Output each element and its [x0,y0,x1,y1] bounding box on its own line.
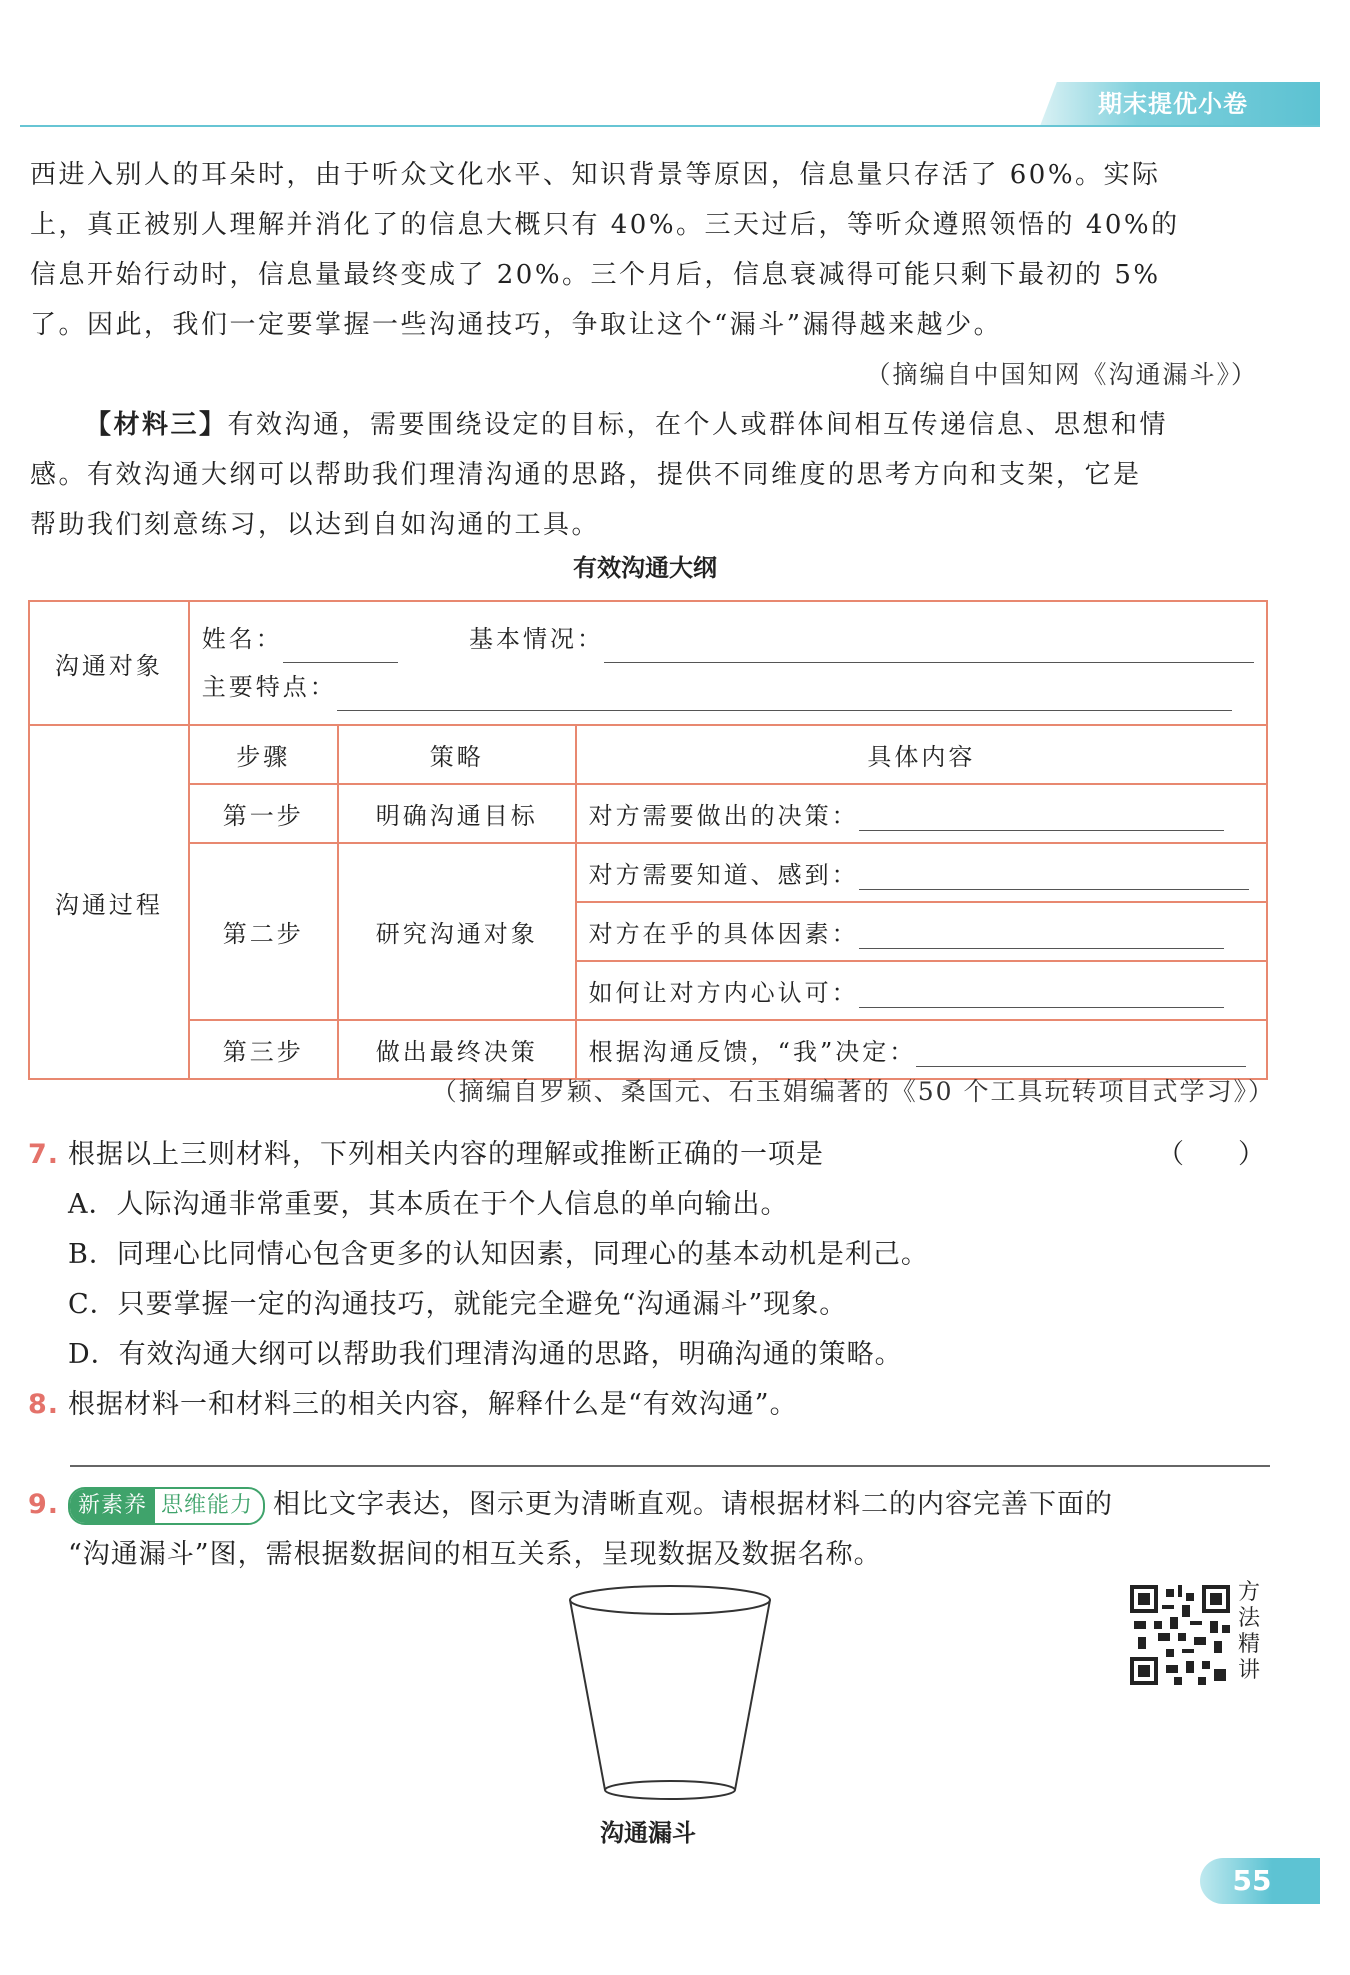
q9-badge-skill: 思维能力 [161,1492,254,1518]
step1-blank[interactable] [859,806,1224,831]
step2-content-cell [576,843,1267,902]
step2-content-cell [576,961,1267,1020]
process-label: 沟通过程 [29,725,189,1079]
table-row [29,843,1267,902]
header-step: 步骤 [189,725,338,784]
step2-strategy: 研究沟通对象 [338,843,576,1020]
funnel-right-edge [735,1600,770,1790]
basic-blank[interactable] [604,638,1254,663]
funnel-top-rim [570,1586,770,1614]
step3-content: 根据沟通反馈，“我”决定： [588,1038,917,1066]
funnel-left-edge [570,1600,605,1790]
q7-option-b: B．同理心比同情心包含更多的认知因素，同理心的基本动机是利己。 [68,1239,929,1270]
traits-blank[interactable] [337,686,1232,711]
header-title: 期末提优小卷 [1098,90,1248,118]
step1-content-cell [576,784,1267,843]
step3-blank[interactable] [916,1042,1246,1067]
table-row [29,601,1267,725]
basic-label: 基本情况： [469,625,604,653]
header-divider [20,125,1320,127]
q8-answer-line[interactable] [70,1465,1270,1467]
q7-option-d: D．有效沟通大纲可以帮助我们理清沟通的思路，明确沟通的策略。 [68,1339,903,1370]
q9-text-line1: 相比文字表达，图示更为清晰直观。请根据材料二的内容完善下面的 [273,1489,1114,1520]
step1-content: 对方需要做出的决策： [588,802,859,830]
step1-label: 第一步 [189,784,338,843]
material3-text: 有效沟通，需要围绕设定的目标，在个人或群体间相互传递信息、思想和情 [227,410,1169,440]
q7-answer-blank[interactable]: （ ） [1157,1139,1265,1170]
header-content: 具体内容 [576,725,1267,784]
qr-code-icon[interactable] [1130,1585,1230,1685]
table-row [29,784,1267,843]
step2-content: 对方在乎的具体因素： [588,920,859,948]
paragraph-line: 西进入别人的耳朵时，由于听众文化水平、知识背景等原因，信息量只存活了 60%。实际 [30,160,1161,190]
step2-blank[interactable] [859,983,1224,1008]
traits-label: 主要特点： [201,673,337,701]
material3-line [30,400,1270,450]
table-row [29,1020,1267,1079]
step2-label: 第二步 [189,843,338,1020]
outline-table [28,600,1268,1080]
funnel-bottom-rim [605,1781,735,1799]
outline-title: 有效沟通大纲 [573,554,717,582]
material3-label: 【材料三】 [85,410,228,440]
qr-caption: 方法精讲 [1238,1580,1261,1683]
material3-line: 感。有效沟通大纲可以帮助我们理清沟通的思路，提供不同维度的思考方向和支架，它是 [30,460,1142,490]
q7-text: 根据以上三则材料，下列相关内容的理解或推断正确的一项是 [68,1139,824,1170]
funnel-diagram [560,1580,780,1810]
step3-strategy: 做出最终决策 [338,1020,576,1079]
paragraph-line: 信息开始行动时，信息量最终变成了 20%。三个月后，信息衰减得可能只剩下最初的 5% [30,260,1161,290]
q9-text-line2: “沟通漏斗”图，需根据数据间的相互关系，呈现数据及数据名称。 [68,1539,882,1570]
material2-source: （摘编自中国知网《沟通漏斗》） [865,360,1258,389]
table-row [29,725,1267,784]
q7-option-c: C．只要掌握一定的沟通技巧，就能完全避免“沟通漏斗”现象。 [68,1289,848,1320]
step2-content: 对方需要知道、感到： [588,861,859,889]
step2-blank[interactable] [859,924,1224,949]
q8-text: 根据材料一和材料三的相关内容，解释什么是“有效沟通”。 [68,1389,798,1420]
q7-number: 7. [28,1139,60,1170]
target-info-cell [189,601,1267,725]
q9-badge-new: 新素养 [70,1489,155,1523]
step3-label: 第三步 [189,1020,338,1079]
name-label: 姓名： [201,625,283,653]
material3-line: 帮助我们刻意练习，以达到自如沟通的工具。 [30,510,601,540]
funnel-label: 沟通漏斗 [600,1819,696,1847]
q9-stem [28,1480,1273,1530]
q9-badge [68,1487,265,1525]
step2-content: 如何让对方内心认可： [588,979,859,1007]
step3-content-cell [576,1020,1267,1079]
target-label: 沟通对象 [29,601,189,725]
step2-content-cell [576,902,1267,961]
header-strategy: 策略 [338,725,576,784]
step2-blank[interactable] [859,865,1249,890]
paragraph-line: 了。因此，我们一定要掌握一些沟通技巧，争取让这个“漏斗”漏得越来越少。 [30,310,1003,340]
paragraph-line: 上，真正被别人理解并消化了的信息大概只有 40%。三天过后，等听众遵照领悟的 40%的 [30,210,1180,240]
outline-source: （摘编自罗颖、桑国元、石玉娟编著的《50 个工具玩转项目式学习》） [431,1077,1275,1106]
q7-option-a: A．人际沟通非常重要，其本质在于个人信息的单向输出。 [68,1189,789,1220]
q9-number: 9. [28,1489,60,1520]
step1-strategy: 明确沟通目标 [338,784,576,843]
q8-stem [28,1380,1273,1430]
q7-stem [28,1130,1273,1180]
name-blank[interactable] [283,638,398,663]
q8-number: 8. [28,1389,60,1420]
page-number: 55 [1232,1864,1272,1897]
